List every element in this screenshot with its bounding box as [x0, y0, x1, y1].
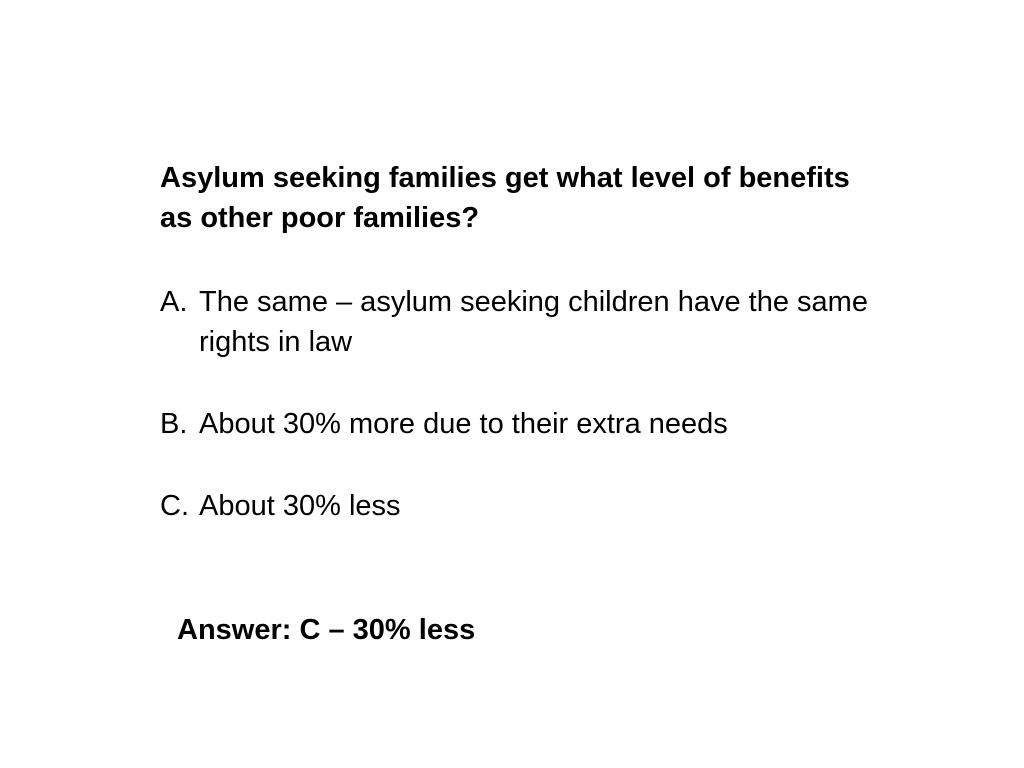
option-c	[160, 486, 919, 526]
answer-text: Answer: C – 30% less	[177, 614, 476, 646]
option-b	[160, 404, 919, 444]
option-text: About 30% more due to their extra needs	[199, 408, 728, 440]
option-text: About 30% less	[199, 490, 401, 522]
option-text: The same – asylum seeking children have the same rights in law	[199, 286, 868, 358]
question-text: Asylum seeking families get what level of benefits as other poor families?	[160, 162, 850, 234]
option-letter: B.	[160, 408, 188, 440]
option-a	[160, 282, 919, 362]
option-letter: C.	[160, 490, 189, 522]
option-letter: A.	[160, 286, 188, 318]
